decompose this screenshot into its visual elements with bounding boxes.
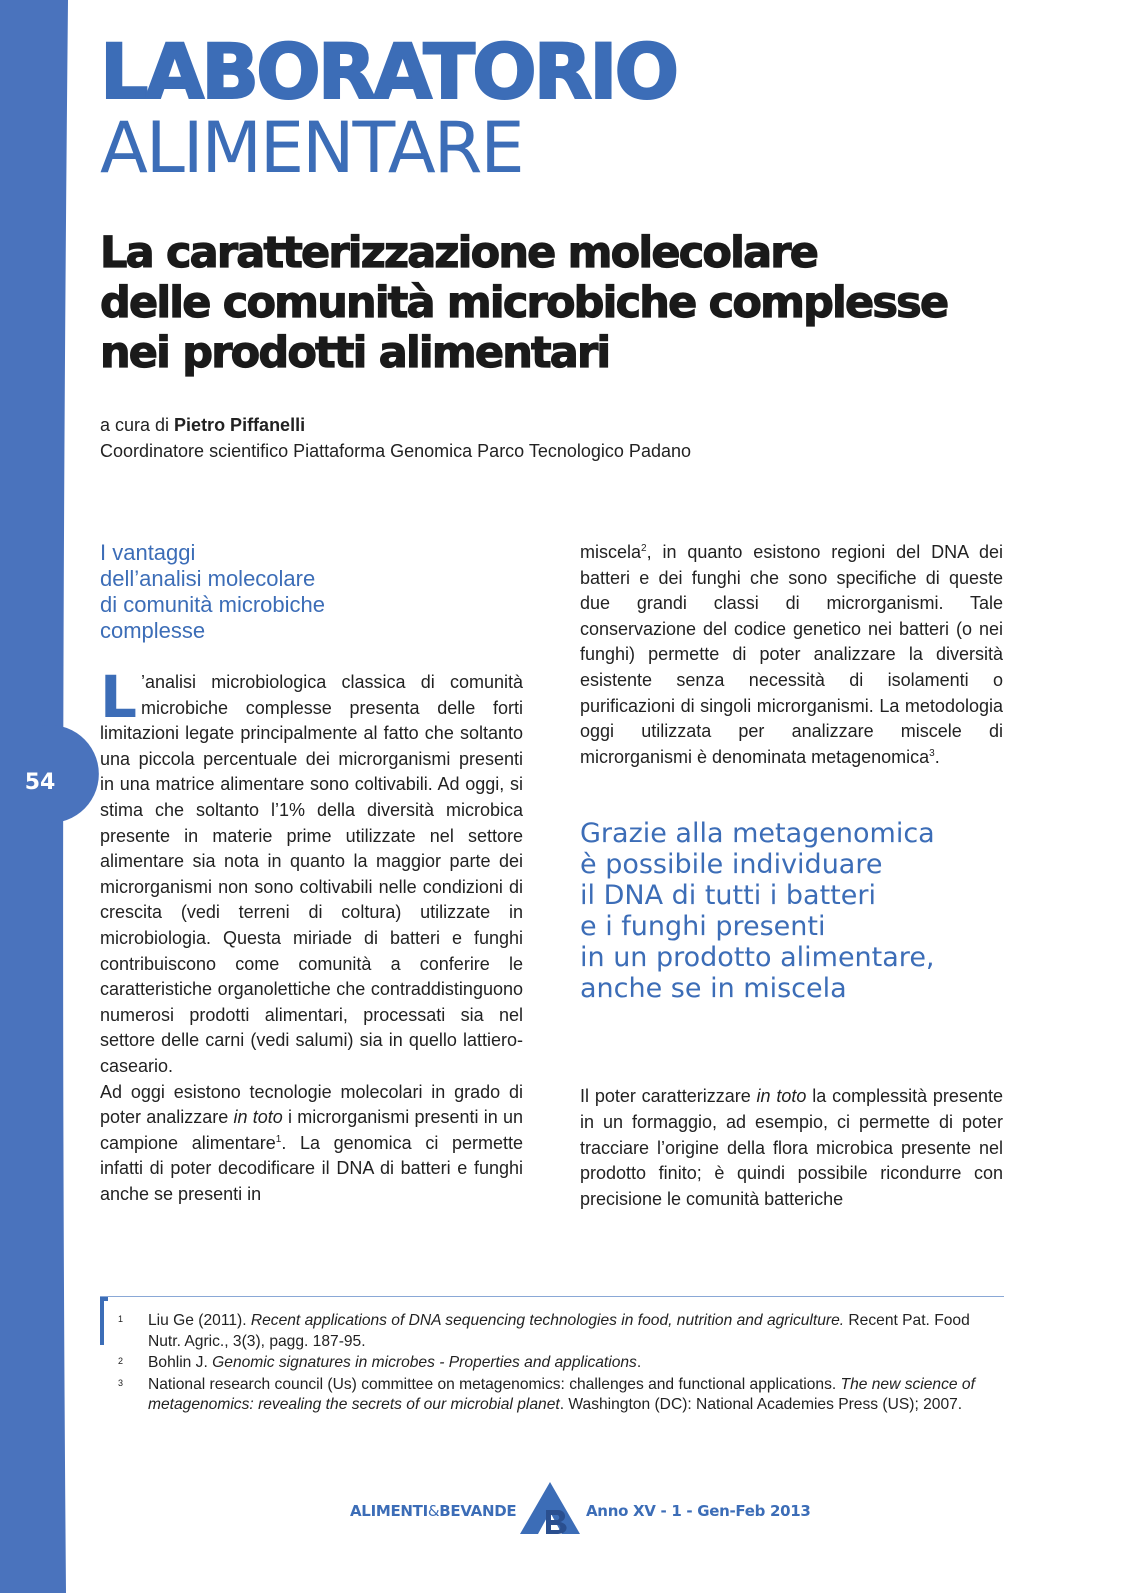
pullquote-line: è possibile individuare xyxy=(580,849,883,881)
drop-cap: L xyxy=(100,663,137,731)
subhead-line: I vantaggi xyxy=(100,540,196,565)
footnotes xyxy=(100,1296,1004,1417)
page-number: 54 xyxy=(24,770,56,795)
side-band xyxy=(0,0,110,1593)
subhead-line: dell’analisi molecolare xyxy=(100,566,316,591)
left-column xyxy=(100,540,523,1207)
pullquote-line: in un prodotto alimentare, xyxy=(580,942,935,974)
body-paragraph-4: Il poter caratterizzare in toto la complessità presente in un formaggio, ad esempio, ci permette di poter tracciare l’origine della flora microbica presente nel prodotto finito; è quindi possibile ricondurre con precisione le comunità batteriche xyxy=(580,1086,1003,1209)
pull-quote xyxy=(580,818,1003,1004)
section-title-line2: ALIMENTARE xyxy=(100,107,523,189)
pullquote-line: anche se in miscela xyxy=(580,973,847,1005)
body-paragraph-1: L ’analisi microbiologica classica di comunità microbiche complesse presenta delle forti limitazioni legate principalmente al fatto che soltanto una piccola percentuale dei microrganismi presenti in una matrice alimentare sono coltivabili. Ad oggi, si stima che soltanto l’1% della diversità microbica presente in materie prime utilizzate nel settore alimentare sia nota in quanto la maggior parte dei microrganismi non sono coltivabili nelle condizioni di crescita (vedi terreni di coltura) utilizzate in microbiologia. Questa miriade di batteri e funghi contribuiscono come comunità a conferire le caratteristiche organolettiche che contraddistinguono numerosi prodotti alimentari, processati sia nel settore delle carni (vedi salumi) sia in quello lattiero-caseario. xyxy=(100,663,523,1076)
publication-logo-icon xyxy=(518,1480,582,1536)
author-affiliation: Coordinatore scientifico Piattaforma Genomica Parco Tecnologico Padano xyxy=(100,441,691,461)
pullquote-line: Grazie alla metagenomica xyxy=(580,818,935,850)
right-column xyxy=(580,540,1003,1212)
pullquote-line: il DNA di tutti i batteri xyxy=(580,880,876,912)
issue-info: Anno XV - 1 - Gen-Feb 2013 xyxy=(586,1502,811,1520)
author-name: Pietro Piffanelli xyxy=(174,415,306,435)
byline xyxy=(100,412,691,464)
body-paragraph-2: Ad oggi esistono tecnologie molecolari in grado di poter analizzare in toto i microrganismi presenti in un campione alimentare$^1$. La genomica ci permette infatti di poter decodificare il DNA di batteri e funghi anche se presenti in xyxy=(100,1081,524,1204)
subhead-line: di comunità microbiche xyxy=(100,592,325,617)
footnote-3: 3 National research council (Us) committee on metagenomics: challenges and functional applications. The new science of metagenomics: revealing the secrets of our microbial planet. Washington (DC): National Academies Press (US); 2007. xyxy=(118,1375,975,1413)
page-footer xyxy=(350,1478,830,1538)
section-subhead xyxy=(100,540,523,644)
headline-line: nei prodotti alimentari xyxy=(100,328,610,378)
section-title xyxy=(100,27,677,189)
byline-prefix: a cura di xyxy=(100,415,175,435)
body-paragraph-3: miscela$^2$, in quanto esistono regioni del DNA dei batteri e dei funghi che sono specifiche di queste due grandi classi di microrganismi. Tale conservazione del codice genetico nei batteri (o nei funghi) permette di poter analizzare la diversità esistente senza necessità di isolamenti o purificazioni di singoli microrganismi. La metodologia oggi utilizzata per analizzare miscele di microrganismi è denominata metagenomica$^3$. xyxy=(580,542,1003,767)
publication-name: ALIMENTI&BEVANDE xyxy=(350,1502,517,1520)
footnote-2: 2 Bohlin J. Genomic signatures in microbes - Properties and applications. xyxy=(118,1354,642,1371)
subhead-line: complesse xyxy=(100,618,206,643)
section-title-line1: LABORATORIO xyxy=(100,27,677,116)
pullquote-line: e i funghi presenti xyxy=(580,911,826,943)
footnote-1: 1 Liu Ge (2011). Recent applications of DNA sequencing technologies in food, nutrition and agriculture. Recent Pat. Food Nutr. Agric., 3(3), pagg. 187-95. xyxy=(118,1312,970,1350)
article-headline xyxy=(100,228,1060,378)
headline-line: La caratterizzazione molecolare xyxy=(100,228,818,278)
headline-line: delle comunità microbiche complesse xyxy=(100,278,948,328)
